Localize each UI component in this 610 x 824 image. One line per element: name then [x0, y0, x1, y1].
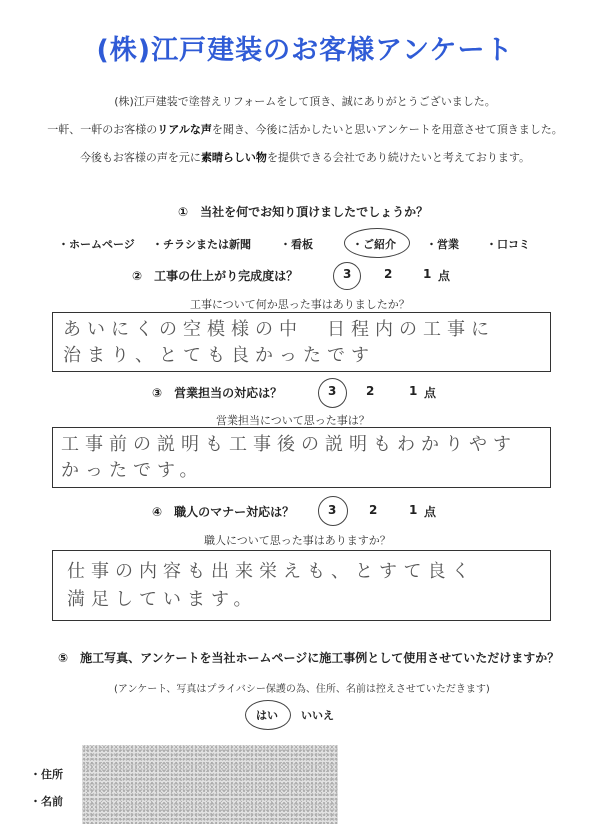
q2-score-3[interactable]: 3	[343, 267, 352, 281]
q4-answer-line-1: 仕事の内容も出来栄えも、とすて良く	[67, 561, 476, 582]
intro-line-2	[0, 121, 610, 137]
q3-prompt: 営業担当について思った事は？	[216, 414, 370, 427]
intro-line-2-text-end: を聞き、今後に活かしたいと思いアンケートを用意させて頂きました。	[211, 123, 563, 136]
q2-answer-line-2: 治まり、とても良かったです	[63, 345, 375, 366]
q4-score-1[interactable]: 1	[409, 503, 418, 517]
intro-highlight-real-voice: リアルな声	[157, 123, 212, 136]
q3-score-unit: 点	[424, 386, 437, 400]
q4-score-3[interactable]: 3	[328, 503, 337, 517]
intro-line-3	[0, 149, 610, 165]
name-label: ・名前	[30, 795, 63, 808]
intro-line-3-text-end: を提供できる会社であり続けたいと考えております。	[266, 151, 531, 164]
q3-answer-box[interactable]	[52, 427, 551, 488]
q4-answer-line-2: 満足しています。	[67, 589, 258, 610]
intro-line-3-text: 今後もお客様の声を元に	[79, 151, 201, 164]
q1-option-word-of-mouth[interactable]: ・口コミ	[486, 238, 530, 251]
intro-line-1: (株)江戸建装で塗替えリフォームをして頂き、誠にありがとうございました。	[114, 95, 496, 108]
question-3: ③ 営業担当の対応は？	[152, 386, 283, 400]
q2-score-1[interactable]: 1	[423, 267, 432, 281]
q5-no-option[interactable]: いいえ	[301, 709, 334, 722]
q4-score-unit: 点	[424, 505, 437, 519]
q2-prompt: 工事について何か思った事はありましたか？	[190, 298, 410, 311]
q3-score-3[interactable]: 3	[328, 384, 337, 398]
q2-score-unit: 点	[438, 269, 451, 283]
question-4: ④ 職人のマナー対応は？	[152, 505, 295, 519]
intro-highlight-wonderful: 素晴らしい物	[200, 151, 267, 164]
q1-option-referral[interactable]: ・ご紹介	[352, 238, 396, 251]
q3-score-1[interactable]: 1	[409, 384, 418, 398]
question-1: ① 当社を何でお知り頂けましたでしょうか？	[178, 205, 429, 219]
q2-answer-line-1: あいにくの空模様の中 日程内の工事に	[63, 319, 495, 340]
intro-line-2-text: 一軒、一軒のお客様の	[47, 123, 158, 136]
q5-privacy-note: (アンケート、写真はプライバシー保護の為、住所、名前は控えさせていただきます)	[114, 684, 490, 695]
q4-prompt: 職人について思った事はありますか？	[204, 534, 391, 547]
redacted-address-name	[82, 745, 338, 824]
q1-option-homepage[interactable]: ・ホームページ	[58, 238, 135, 251]
q1-option-signboard[interactable]: ・看板	[280, 238, 313, 251]
address-label: ・住所	[30, 768, 63, 781]
q4-score-2[interactable]: 2	[369, 503, 378, 517]
q2-answer-box[interactable]	[52, 312, 551, 372]
q3-answer-line-2: かったです。	[61, 460, 204, 481]
q4-answer-box[interactable]	[52, 550, 551, 621]
q3-score-2[interactable]: 2	[366, 384, 375, 398]
q5-yes-option[interactable]: はい	[256, 709, 278, 722]
q3-answer-line-1: 工事前の説明も工事後の説明もわかりやす	[61, 434, 517, 455]
question-5: ⑤ 施工写真、アンケートを当社ホームページに施工事例として使用させていただけますか？	[58, 651, 560, 665]
q1-option-flyer[interactable]: ・チラシまたは新聞	[152, 238, 251, 251]
q1-option-sales[interactable]: ・営業	[426, 238, 459, 251]
q2-score-2[interactable]: 2	[384, 267, 393, 281]
question-2: ② 工事の仕上がり完成度は？	[132, 269, 299, 283]
page-title: (株)江戸建装のお客様アンケート	[96, 35, 514, 66]
